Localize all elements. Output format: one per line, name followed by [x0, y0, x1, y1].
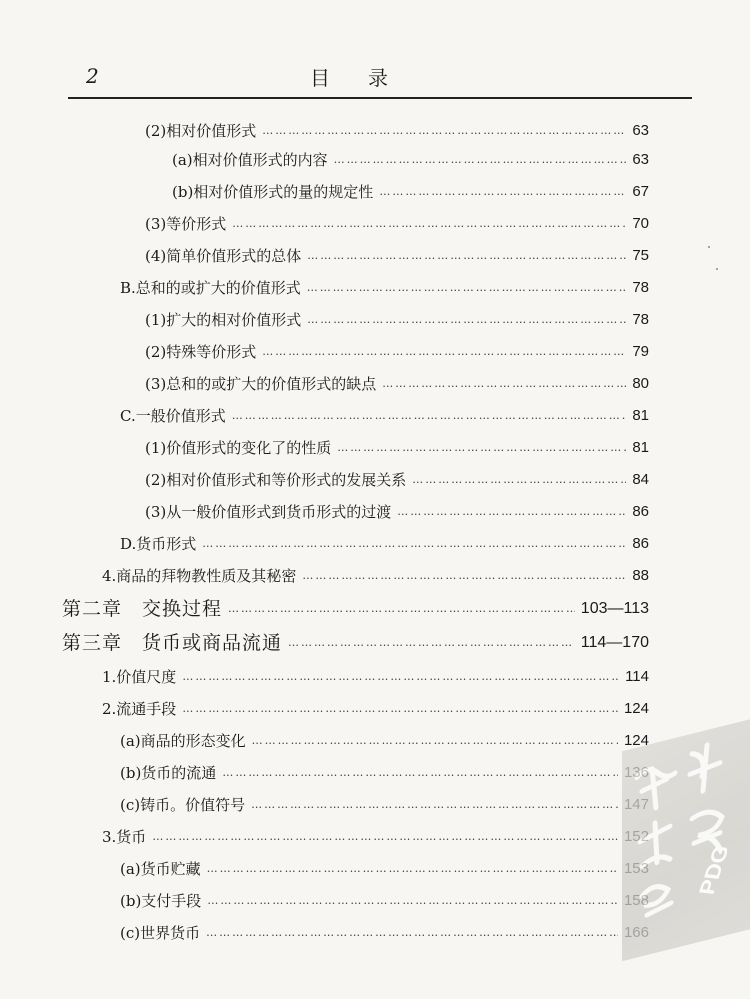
dot-leader — [232, 212, 626, 236]
dot-leader — [182, 697, 618, 721]
scan-speck — [708, 246, 710, 248]
dot-leader — [307, 244, 626, 268]
toc-entry — [102, 825, 649, 849]
toc-entry — [145, 308, 649, 332]
dot-leader — [288, 631, 575, 655]
toc-entry-title: (3)从一般价值形式到货币形式的过渡 — [145, 503, 392, 521]
toc-entry-pages: 114—170 — [580, 634, 649, 651]
dot-leader — [334, 148, 627, 172]
toc-entry-pages: 70 — [632, 215, 649, 232]
toc-entry-pages: 81 — [632, 439, 649, 456]
toc-entry-pages: 78 — [632, 279, 649, 296]
dot-leader — [382, 372, 626, 396]
toc-entry-title: (2)相对价值形式 — [145, 122, 257, 140]
toc-entry-title: 3.货币 — [102, 828, 147, 846]
toc-entry-pages: 79 — [632, 343, 649, 360]
toc-entry-pages: 67 — [632, 183, 649, 200]
toc-entry-title: (4)简单价值形式的总体 — [145, 247, 302, 265]
toc-entry-title: (a)商品的形态变化 — [120, 732, 246, 750]
toc-entry — [120, 404, 649, 428]
dot-leader — [207, 857, 618, 881]
toc-entry-title: (3)等价形式 — [145, 215, 227, 233]
toc-entry — [145, 244, 649, 268]
toc-entry — [120, 793, 649, 817]
toc-entry-pages: 63 — [632, 151, 649, 168]
toc-entry — [102, 697, 649, 721]
toc-entry — [120, 729, 649, 753]
dot-leader — [228, 597, 575, 621]
toc-entry — [102, 665, 649, 689]
dot-leader — [207, 889, 618, 913]
dot-leader — [251, 793, 618, 817]
dot-leader — [252, 729, 618, 753]
toc-entry-title: 4.商品的拜物教性质及其秘密 — [102, 567, 297, 585]
dot-leader — [412, 468, 626, 492]
dot-leader — [307, 276, 627, 300]
page-number: 2 — [86, 64, 99, 88]
toc-entry-pages: 78 — [632, 311, 649, 328]
toc-entry — [120, 857, 649, 881]
toc-entry-pages: 81 — [632, 407, 649, 424]
toc-entry-pages: 86 — [632, 535, 649, 552]
dot-leader — [152, 825, 618, 849]
toc-entry-title: (b)相对价值形式的量的规定性 — [172, 183, 374, 201]
dot-leader — [337, 436, 626, 460]
toc-entry — [145, 500, 649, 524]
dot-leader — [232, 404, 627, 428]
toc-entry-title: (a)货币贮藏 — [120, 860, 201, 878]
toc-entry-title: D.货币形式 — [120, 535, 197, 553]
toc-entry-pages: 124 — [623, 732, 649, 749]
toc-entry — [120, 921, 649, 945]
toc-entry-title: 2.流通手段 — [102, 700, 177, 718]
toc-entry — [120, 276, 649, 300]
dot-leader — [262, 340, 626, 364]
toc-chapter-entry — [62, 631, 649, 655]
toc-entry-title: (1)价值形式的变化了的性质 — [145, 439, 332, 457]
toc-entry-title: C.一般价值形式 — [120, 407, 226, 425]
toc-entry-title: (b)货币的流通 — [120, 764, 217, 782]
toc-entry-title: 第三章 货币或商品流通 — [62, 632, 283, 654]
dot-leader — [182, 665, 619, 689]
toc-entry — [120, 889, 649, 913]
toc-chapter-entry — [62, 597, 649, 621]
dot-leader — [202, 532, 626, 556]
toc-entry — [172, 180, 649, 204]
watermark-text: PDG — [694, 844, 734, 896]
toc-entry-pages: 124 — [623, 700, 649, 717]
toc-entry-title: 1.价值尺度 — [102, 668, 177, 686]
toc-entry-pages: 88 — [632, 567, 649, 584]
toc-entry-title: (1)扩大的相对价值形式 — [145, 311, 302, 329]
toc-entry-title: (3)总和的或扩大的价值形式的缺点 — [145, 375, 377, 393]
toc-entry-pages: 75 — [632, 247, 649, 264]
page-header-title: 目录 — [310, 66, 426, 90]
toc-entry — [172, 148, 649, 172]
dot-leader — [307, 308, 626, 332]
toc-entry — [120, 761, 649, 785]
toc-entry-title: (c)铸币。价值符号 — [120, 796, 246, 814]
toc-entry-pages: 84 — [632, 471, 649, 488]
dot-leader — [206, 921, 618, 945]
toc-entry-title: (2)相对价值形式和等价形式的发展关系 — [145, 471, 407, 489]
dot-leader — [262, 119, 626, 143]
toc-entry-title: B.总和的或扩大的价值形式 — [120, 279, 301, 297]
toc-entry — [102, 564, 649, 588]
toc-entry — [145, 340, 649, 364]
seal-glyphs-icon — [622, 719, 750, 961]
toc-entry — [145, 468, 649, 492]
toc-entry-pages: 86 — [632, 503, 649, 520]
toc-entry-pages: 80 — [632, 375, 649, 392]
toc-entry — [145, 212, 649, 236]
toc-entry-title: (a)相对价值形式的内容 — [172, 151, 328, 169]
seal-watermark — [622, 719, 750, 961]
toc-entry-pages: 63 — [632, 122, 649, 139]
toc-entry-title: (b)支付手段 — [120, 892, 202, 910]
toc-entry-pages: 114 — [625, 668, 649, 685]
dot-leader — [379, 180, 626, 204]
header-rule — [68, 97, 692, 99]
toc-entry-title: 第二章 交换过程 — [62, 598, 223, 620]
toc-entry-pages: 103—113 — [580, 600, 649, 617]
toc-entry — [145, 119, 649, 143]
scan-speck — [716, 268, 718, 270]
toc-entry — [145, 436, 649, 460]
toc-entry — [145, 372, 649, 396]
toc-entry-title: (2)特殊等价形式 — [145, 343, 257, 361]
dot-leader — [397, 500, 626, 524]
dot-leader — [222, 761, 618, 785]
dot-leader — [302, 564, 626, 588]
toc-entry-title: (c)世界货币 — [120, 924, 201, 942]
toc-entry — [120, 532, 649, 556]
